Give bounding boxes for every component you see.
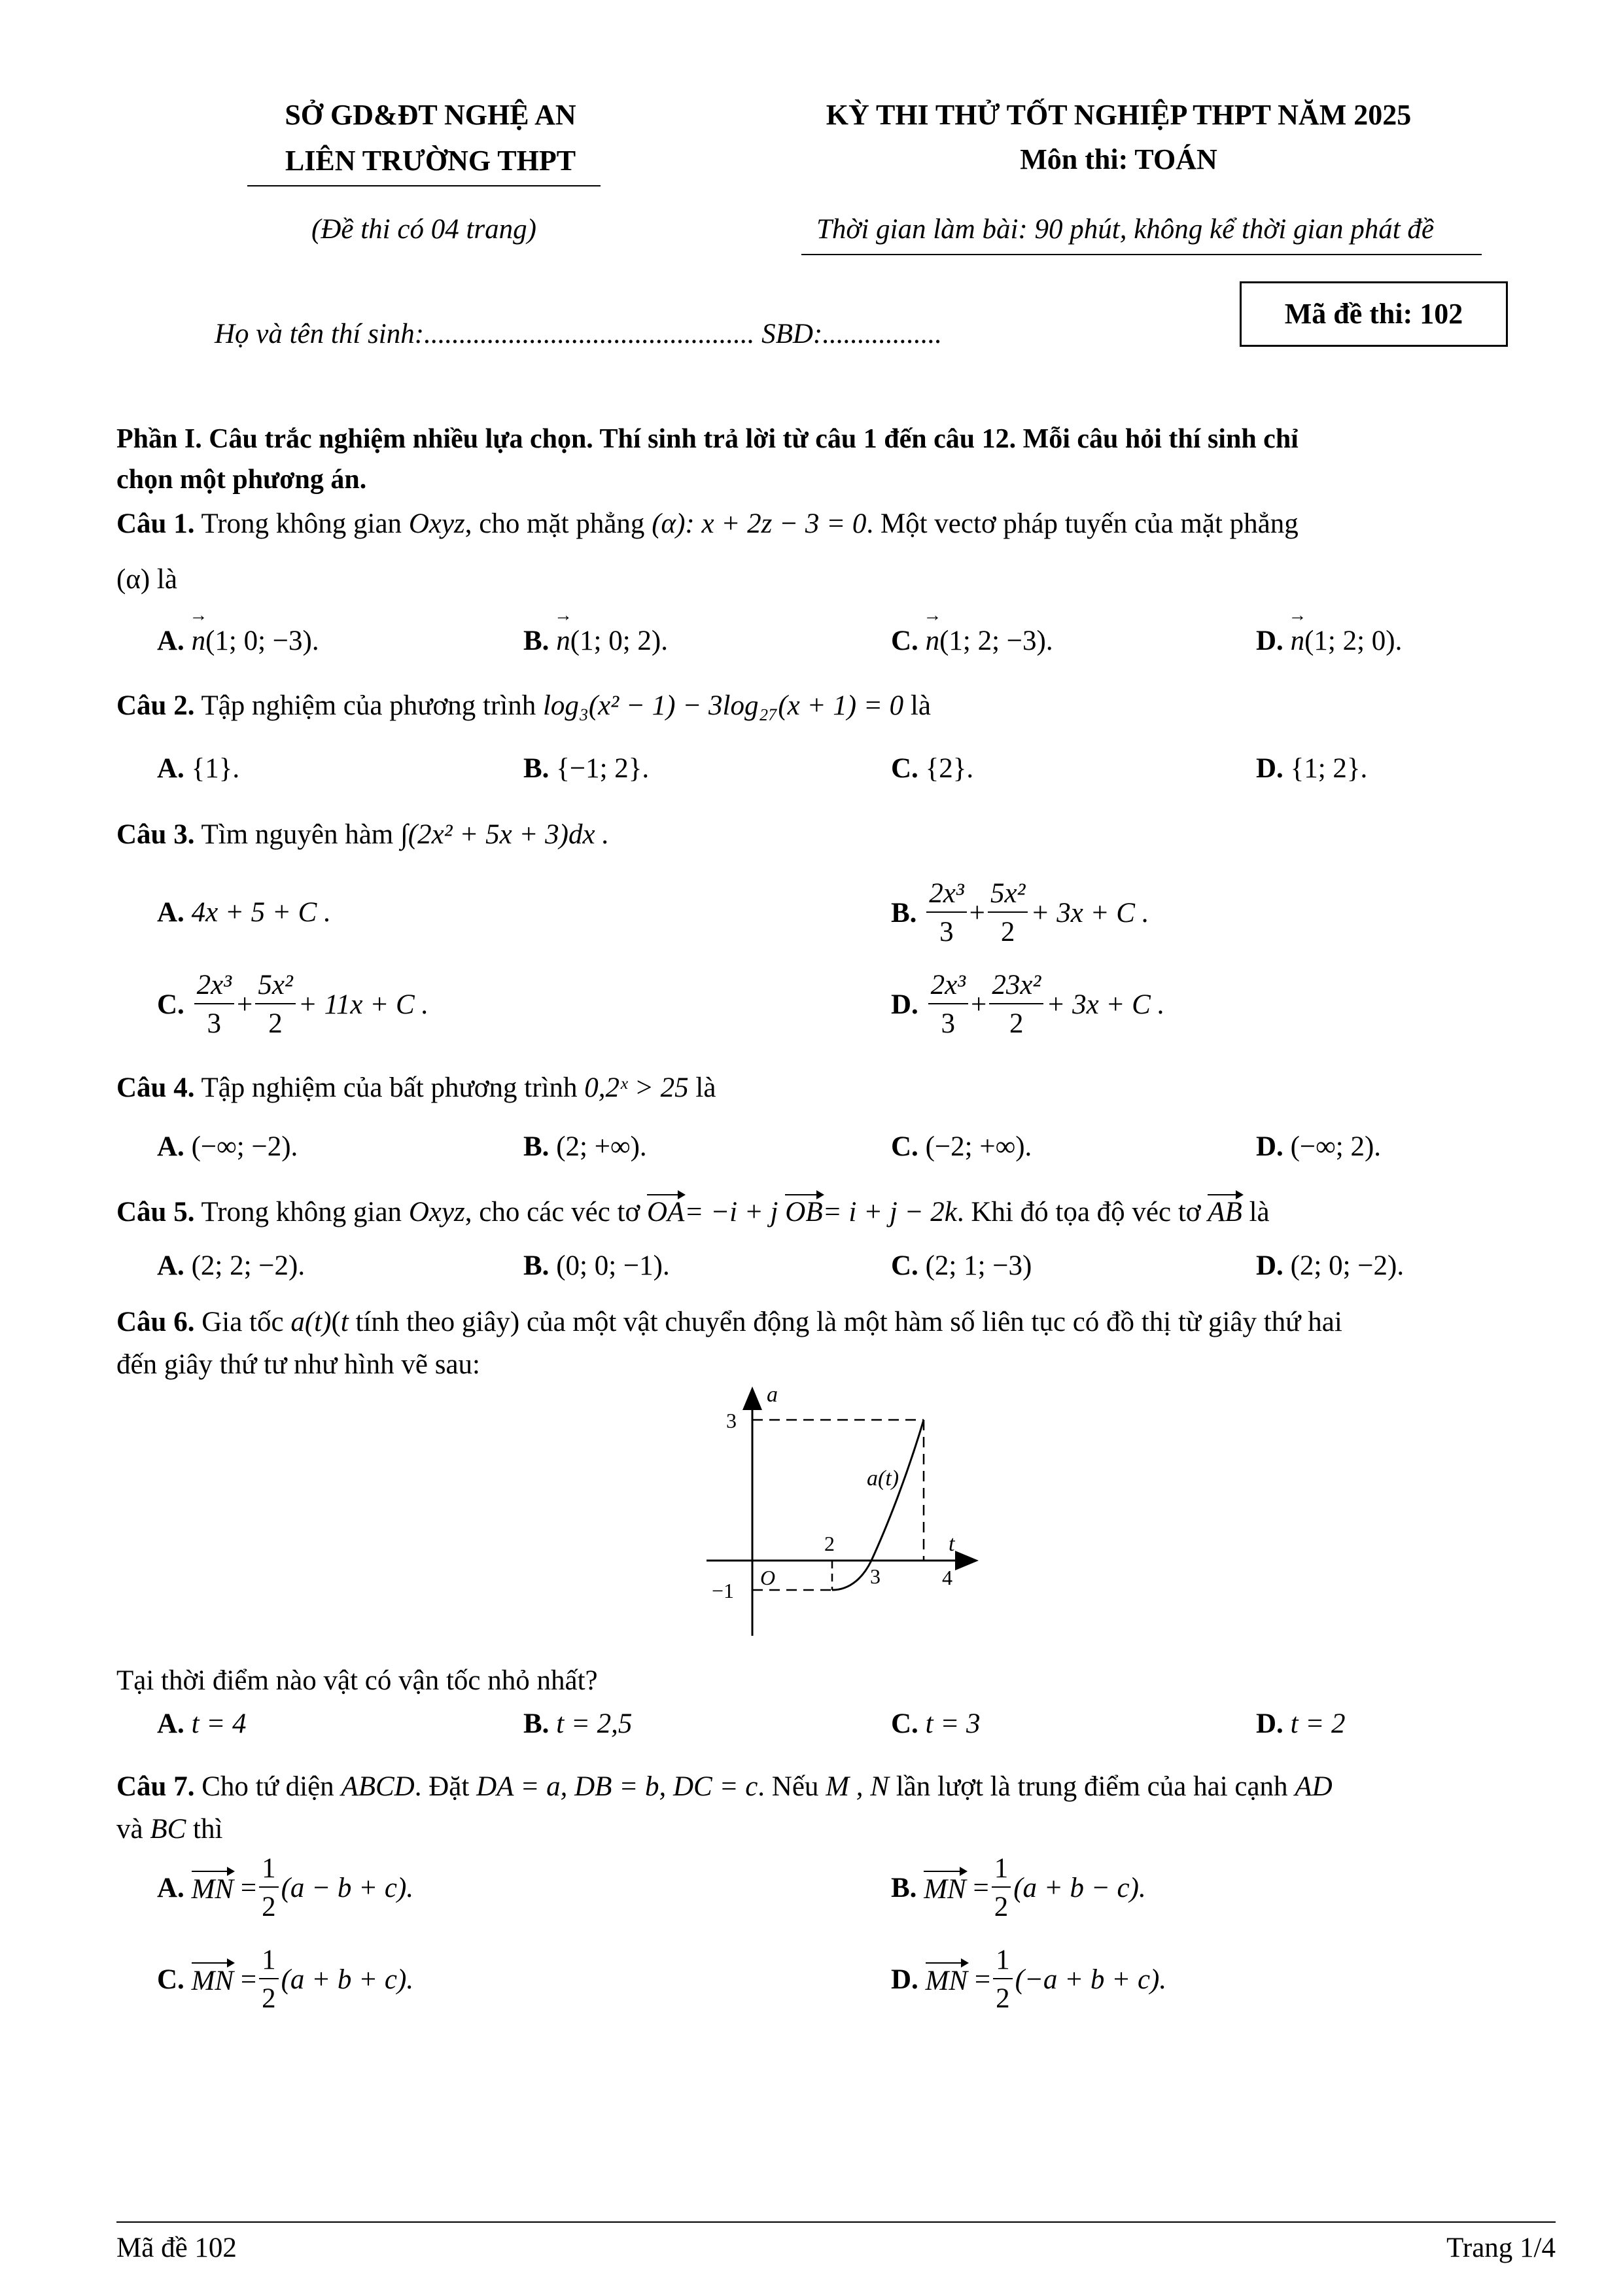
q2-option-b[interactable]: B. {−1; 2}. bbox=[523, 753, 650, 784]
q4-option-d[interactable]: D. (−∞; 2). bbox=[1256, 1131, 1382, 1162]
q5-label: Câu 5. bbox=[116, 1197, 195, 1227]
q7-text-c: . Nếu bbox=[758, 1771, 819, 1802]
q4-inequality: 0,2ˣ > 25 bbox=[584, 1072, 689, 1103]
q3-option-c[interactable]: C. $\frac{\text{2x³}}{3}$ + $\frac{\text{5x²}}{2}$ + 11x + C . bbox=[157, 970, 429, 1039]
q2-equation: log₃(x² − 1) − 3log₂₇(x + 1) = 0 bbox=[542, 690, 904, 721]
q1-option-b[interactable]: B. → n(1; 0; 2). bbox=[523, 625, 668, 657]
q6-option-d[interactable]: D. t = 2 bbox=[1256, 1708, 1346, 1739]
tick-x-4: 4 bbox=[942, 1566, 952, 1589]
part1-title-cont: chọn một phương án. bbox=[116, 465, 367, 495]
q7-ad: AD bbox=[1295, 1771, 1333, 1802]
q7-option-c[interactable]: C. MN = $\frac{1}{2}$ (a + b + c). bbox=[157, 1945, 414, 2014]
q7-option-b[interactable]: B. MN = $\frac{1}{2}$ (a + b − c). bbox=[891, 1853, 1146, 1922]
q7-option-a[interactable]: A. MN = $\frac{1}{2}$ (a − b + c). bbox=[157, 1853, 414, 1922]
q5-vector-oa: OA bbox=[647, 1194, 684, 1227]
school-dept: SỞ GD&ĐT NGHỆ AN bbox=[285, 99, 576, 131]
q1-oxyz: Oxyz bbox=[408, 508, 465, 539]
q2-option-d[interactable]: D. {1; 2}. bbox=[1256, 753, 1368, 784]
q1-option-d[interactable]: D. → n(1; 2; 0). bbox=[1256, 625, 1402, 657]
q1-option-a[interactable]: A. → n(1; 0; −3). bbox=[157, 625, 319, 657]
q3-integral: ∫(2x² + 5x + 3)dx . bbox=[400, 819, 610, 850]
tick-x-2: 2 bbox=[824, 1532, 835, 1555]
origin-label: O bbox=[760, 1566, 776, 1589]
q7-text-e: và bbox=[116, 1814, 143, 1845]
exam-time-note: Thời gian làm bài: 90 phút, không kể thời gian phát đề bbox=[816, 214, 1435, 245]
q4-label: Câu 4. bbox=[116, 1072, 195, 1103]
q6-option-c[interactable]: C. t = 3 bbox=[891, 1708, 981, 1739]
q6-text-c: tính theo giây) của một vật chuyển động là một hàm số liên tục có đồ thị từ giây thứ hai bbox=[355, 1307, 1342, 1337]
y-axis-label: a bbox=[767, 1383, 778, 1407]
q5-option-b[interactable]: B. (0; 0; −1). bbox=[523, 1250, 670, 1281]
q6-option-a[interactable]: A. t = 4 bbox=[157, 1708, 247, 1739]
q4-tail: là bbox=[695, 1072, 716, 1103]
q7-bc: BC bbox=[150, 1814, 186, 1845]
q6-at: a(t) bbox=[290, 1307, 332, 1337]
q3-label: Câu 3. bbox=[116, 819, 195, 850]
q6-text-a: Gia tốc bbox=[201, 1307, 284, 1337]
q7-text-a: Cho tứ diện bbox=[201, 1771, 334, 1802]
page-count-note: (Đề thi có 04 trang) bbox=[311, 214, 536, 245]
q6-option-b[interactable]: B. t = 2,5 bbox=[523, 1708, 633, 1739]
q3-option-a[interactable]: A. 4x + 5 + C . bbox=[157, 897, 331, 928]
q2-option-c[interactable]: C. {2}. bbox=[891, 753, 974, 784]
q3-text: Tìm nguyên hàm bbox=[201, 819, 394, 850]
footer-rule bbox=[116, 2221, 1556, 2223]
exam-title: KỲ THI THỬ TỐT NGHIỆP THPT NĂM 2025 bbox=[826, 99, 1412, 131]
q1-label: Câu 1. bbox=[116, 508, 195, 539]
school-underline bbox=[247, 185, 601, 186]
q6-t: t bbox=[340, 1307, 349, 1337]
q1-equation: : x + 2z − 3 = 0 bbox=[685, 508, 867, 539]
q2-stem bbox=[116, 686, 931, 726]
q3-stem bbox=[116, 815, 609, 855]
q4-option-b[interactable]: B. (2; +∞). bbox=[523, 1131, 647, 1162]
q1-stem-cont: (α) là bbox=[116, 564, 177, 595]
school-name: LIÊN TRƯỜNG THPT bbox=[285, 145, 576, 177]
q7-definitions: DA = a, DB = b, DC = c bbox=[476, 1771, 758, 1802]
q7-abcd: ABCD bbox=[341, 1771, 415, 1802]
q3-option-b[interactable]: B. $\frac{\text{2x³}}{3}$ + $\frac{\text{5x²}}{2}$ + 3x + C . bbox=[891, 878, 1149, 947]
q5-vector-ob: OB bbox=[785, 1194, 822, 1227]
q5-oa-eq: = −i + j bbox=[684, 1197, 778, 1227]
q4-option-a[interactable]: A. (−∞; −2). bbox=[157, 1131, 298, 1162]
q5-stem bbox=[116, 1192, 1270, 1233]
part1-title: Phần I. Câu trắc nghiệm nhiều lựa chọn. Thí sinh trả lời từ câu 1 đến câu 12. Mỗi câu hỏi thí sinh chỉ bbox=[116, 424, 1299, 454]
time-underline bbox=[801, 254, 1482, 255]
q5-tail: là bbox=[1249, 1197, 1270, 1227]
q7-mn-points: M , N bbox=[826, 1771, 889, 1802]
acceleration-graph bbox=[693, 1374, 1007, 1649]
candidate-name-line[interactable]: Họ và tên thí sinh:............................................... SBD:................. bbox=[215, 319, 942, 349]
q5-option-a[interactable]: A. (2; 2; −2). bbox=[157, 1250, 305, 1281]
q1-text-c: . Một vectơ pháp tuyến của mặt phẳng bbox=[866, 508, 1299, 539]
q5-ob-eq: = i + j − 2k bbox=[822, 1197, 957, 1227]
q5-oxyz: Oxyz bbox=[408, 1197, 465, 1227]
x-axis-label: t bbox=[949, 1532, 955, 1556]
q6-label: Câu 6. bbox=[116, 1307, 195, 1337]
q4-stem bbox=[116, 1068, 716, 1108]
tick-x-3: 3 bbox=[870, 1564, 881, 1588]
q1-text-b: , cho mặt phẳng bbox=[464, 508, 645, 539]
q3-option-d[interactable]: D. $\frac{\text{2x³}}{3}$ + $\frac{\text{23x²}}{2}$ + 3x + C . bbox=[891, 970, 1165, 1039]
tick-y-3: 3 bbox=[726, 1409, 737, 1432]
q7-option-d[interactable]: D. MN = $\frac{1}{2}$ (−a + b + c). bbox=[891, 1945, 1167, 2014]
q1-alpha: (α) bbox=[652, 508, 686, 539]
q7-stem bbox=[116, 1767, 1333, 1807]
q7-text-d: lần lượt là trung điểm của hai cạnh bbox=[896, 1771, 1288, 1802]
exam-code-box: Mã đề thi: 102 bbox=[1240, 281, 1508, 347]
q2-text: Tập nghiệm của phương trình bbox=[201, 690, 536, 721]
q2-tail: là bbox=[910, 690, 931, 721]
q6-stem-cont: đến giây thứ tư như hình vẽ sau: bbox=[116, 1349, 480, 1380]
q1-text-a: Trong không gian bbox=[201, 508, 402, 539]
q7-text-f: thì bbox=[193, 1814, 223, 1845]
footer-page-number: Trang 1/4 bbox=[1446, 2233, 1556, 2263]
q4-option-c[interactable]: C. (−2; +∞). bbox=[891, 1131, 1032, 1162]
q5-text-b: , cho các véc tơ bbox=[464, 1197, 640, 1227]
q6-stem bbox=[116, 1302, 1342, 1343]
q6-text-b: ( bbox=[331, 1307, 341, 1337]
q6-question: Tại thời điểm nào vật có vận tốc nhỏ nhất? bbox=[116, 1665, 598, 1696]
exam-subject: Môn thi: TOÁN bbox=[1020, 143, 1217, 175]
footer-exam-code: Mã đề 102 bbox=[116, 2233, 237, 2263]
q7-label: Câu 7. bbox=[116, 1771, 195, 1802]
q5-option-d[interactable]: D. (2; 0; −2). bbox=[1256, 1250, 1405, 1281]
q5-vector-ab: AB bbox=[1208, 1194, 1242, 1227]
q5-text-a: Trong không gian bbox=[201, 1197, 402, 1227]
q5-text-c: . Khi đó tọa độ véc tơ bbox=[956, 1197, 1201, 1227]
q1-option-c[interactable]: C. → n(1; 2; −3). bbox=[891, 625, 1053, 657]
curve-label: a(t) bbox=[867, 1466, 899, 1491]
q2-option-a[interactable]: A. {1}. bbox=[157, 753, 240, 784]
q7-text-b: . Đặt bbox=[414, 1771, 470, 1802]
tick-y-minus1: −1 bbox=[712, 1579, 735, 1602]
q1-stem bbox=[116, 504, 1299, 544]
q5-option-c[interactable]: C. (2; 1; −3) bbox=[891, 1250, 1032, 1281]
q2-label: Câu 2. bbox=[116, 690, 195, 721]
q4-text: Tập nghiệm của bất phương trình bbox=[201, 1072, 578, 1103]
